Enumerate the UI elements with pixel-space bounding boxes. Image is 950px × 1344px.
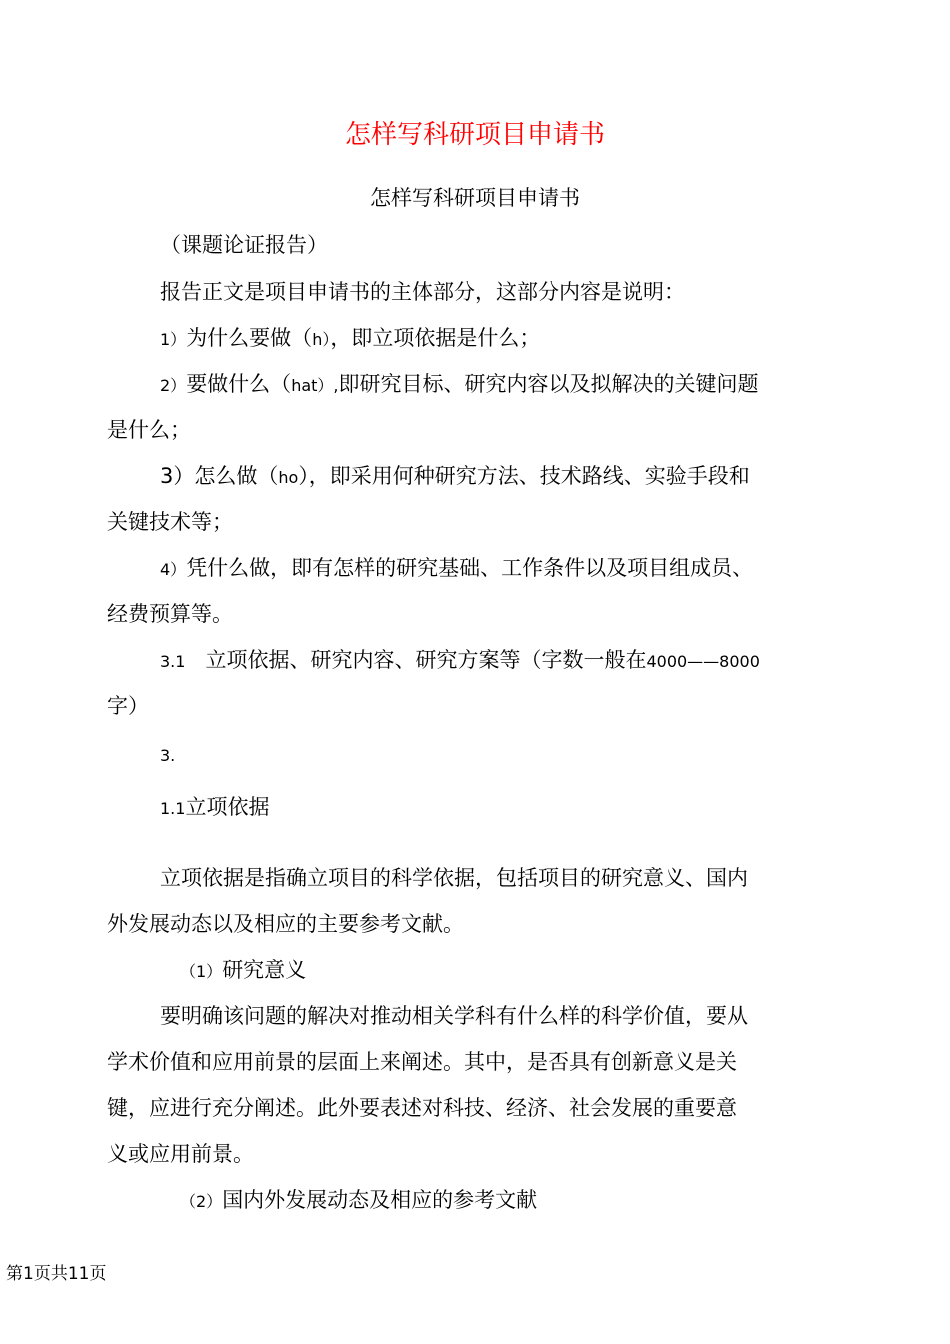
list-item-4 — [160, 558, 753, 579]
section-3-1 — [160, 650, 760, 671]
section-number: 3.1 — [160, 652, 186, 671]
list-item-text: ），即采用何种研究方法、技术路线、实验手段和 — [298, 464, 750, 488]
subsection-number: （2） — [180, 1192, 223, 1211]
section-range: 4000——8000 — [646, 652, 760, 671]
section-3-label: 3. — [160, 746, 176, 765]
list-item-text: 凭什么做，即有怎样的研究基础、工作条件以及项目组成员、 — [186, 556, 754, 580]
subsection-number: （1） — [180, 962, 223, 981]
basis-paragraph-line-1: 立项依据是指确立项目的科学依据，包括项目的研究意义、国内 — [160, 866, 748, 890]
list-item-text: 3）怎么做（ — [160, 464, 279, 488]
section-3-1-continuation: 字） — [107, 694, 149, 718]
list-item-number: 1） — [160, 330, 187, 349]
document-subtitle: 怎样写科研项目申请书 — [370, 186, 580, 210]
subsection-label: 研究意义 — [222, 958, 307, 982]
list-item-3 — [160, 466, 750, 487]
list-item-4-continuation: 经费预算等。 — [107, 602, 233, 626]
list-item-2 — [160, 374, 759, 395]
significance-paragraph-line-1: 要明确该问题的解决对推动相关学科有什么样的科学价值，要从 — [160, 1004, 748, 1028]
subsection-label: 国内外发展动态及相应的参考文献 — [222, 1188, 538, 1212]
list-item-3-continuation: 关键技术等； — [107, 510, 233, 534]
section-heading-label: 立项依据 — [185, 795, 270, 819]
subsection-2-heading — [180, 1190, 537, 1211]
list-item-text: 为什么要做（ — [186, 326, 313, 350]
list-item-number: 4） — [160, 560, 187, 579]
list-item-text: 即研究目标、研究内容以及拟解决的关键问题 — [338, 372, 759, 396]
significance-paragraph-line-4: 义或应用前景。 — [107, 1142, 254, 1166]
list-item-1 — [160, 328, 540, 349]
document-title: 怎样写科研项目申请书 — [344, 120, 605, 150]
list-item-latin: hat）, — [291, 376, 339, 395]
section-text: 立项依据、研究内容、研究方案等（字数一般在 — [205, 648, 647, 672]
significance-paragraph-line-2: 学术价值和应用前景的层面上来阐述。其中，是否具有创新意义是关 — [107, 1050, 737, 1074]
basis-paragraph-line-2: 外发展动态以及相应的主要参考文献。 — [107, 912, 464, 936]
subsection-1-heading — [180, 960, 306, 981]
significance-paragraph-line-3: 键，应进行充分阐述。此外要表述对科技、经济、社会发展的重要意 — [107, 1096, 737, 1120]
list-item-text: 要做什么（ — [186, 372, 292, 396]
report-label: （课题论证报告） — [160, 233, 328, 257]
list-item-text: ，即立项依据是什么； — [330, 326, 541, 350]
page-footer: 第1页共11页 — [6, 1264, 107, 1284]
section-number: 1.1 — [160, 799, 186, 818]
list-item-2-continuation: 是什么； — [107, 418, 191, 442]
list-item-latin: h） — [312, 330, 331, 349]
list-item-number: 2） — [160, 376, 187, 395]
intro-paragraph: 报告正文是项目申请书的主体部分，这部分内容是说明： — [160, 280, 685, 304]
list-item-latin: ho — [278, 468, 299, 487]
section-1-1-heading — [160, 797, 269, 818]
